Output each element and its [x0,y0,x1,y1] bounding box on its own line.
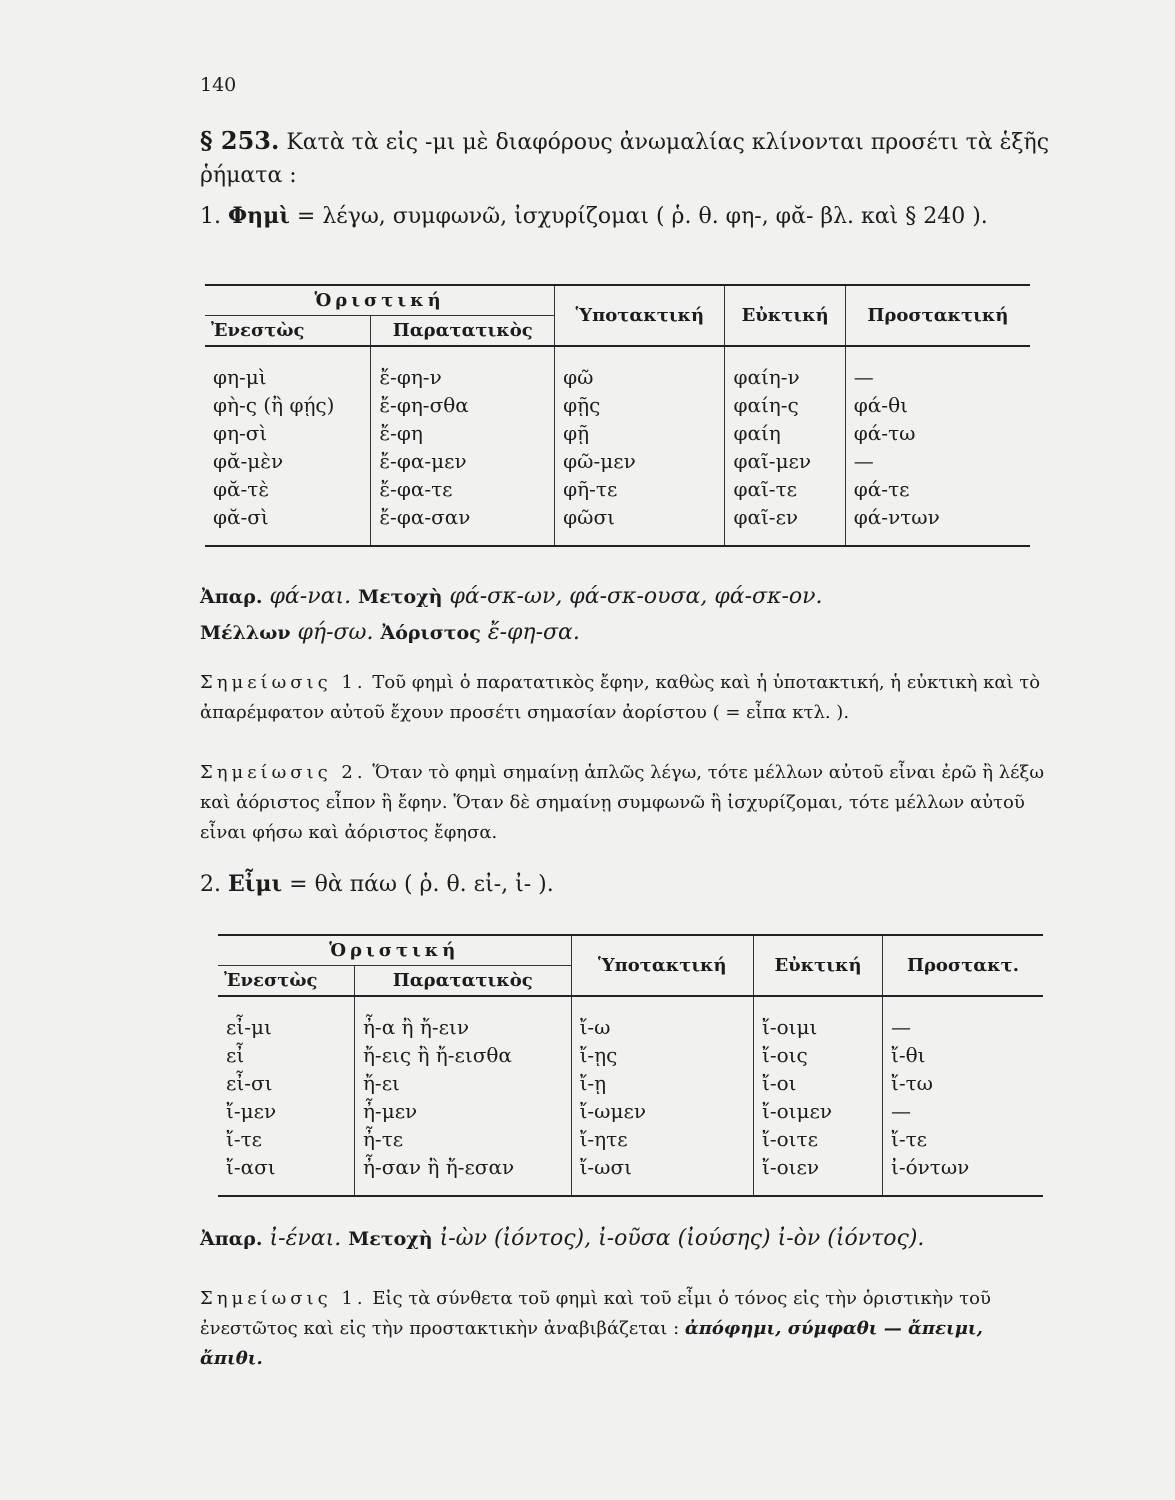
participle2-label: Μετοχὴ [348,1228,433,1250]
table-cell: φῇς [555,391,725,419]
table-row [218,1125,1043,1153]
table2-header-optative: Εὐκτική [754,935,883,996]
table-row [218,1097,1043,1125]
table-cell: — [882,1097,1043,1125]
infinitive2-form: ἰ-έναι. [269,1226,342,1251]
table-cell: — [845,447,1030,475]
table-cell: ἔ-φη-ν [371,346,555,391]
table-cell: ἴ-οι [754,1069,883,1097]
forms1-line2 [200,616,1050,650]
table-cell: φὴ-ς (ἢ φῄς) [213,393,335,417]
table-cell: ἰ-όντων [882,1153,1043,1196]
table-cell: φᾰ-μὲν [213,449,284,473]
table2-header-imperative: Προστακτ. [882,935,1043,996]
table-cell: φᾰ-τὲ [213,477,270,501]
table-cell: ἤ-εις ἢ ἤ-εισθα [354,1041,571,1069]
table1-header-subjunctive: Ὑποτακτική [555,285,725,346]
table-cell: ἴ-ωσι [571,1153,753,1196]
verb1-number: 1. [200,204,221,229]
table-cell: φῶσι [555,503,725,546]
table-cell: φαίη-ν [725,346,845,391]
table-cell: ἦ-τε [354,1125,571,1153]
note1-label: Σημείωσις 1. [200,672,367,693]
table-cell: ἴ-οιτε [754,1125,883,1153]
table-row [218,1069,1043,1097]
table-cell: ἴ-ητε [571,1125,753,1153]
table2-header-imperfect: Παρατατικὸς [354,966,571,997]
page-number: 140 [200,74,237,96]
section-number: § 253. [200,126,280,155]
table-row [205,391,1030,419]
table-cell: ἴ-οιεν [754,1153,883,1196]
note2-label: Σημείωσις 2. [200,762,367,783]
verb2-number: 2. [200,872,221,897]
infinitive2-label: Ἀπαρ. [200,1228,263,1250]
verb1-heading [200,200,1050,233]
table-cell: ἦ-σαν ἢ ἤ-εσαν [354,1153,571,1196]
table-cell: φαῖ-εν [725,503,845,546]
infinitive-label: Ἀπαρ. [200,586,263,608]
table1-group-header: Ὁριστική [205,285,555,316]
verb1-word: Φημὶ [228,203,290,229]
table-cell: φαίη [725,419,845,447]
participle-forms: φά-σκ-ων, φά-σκ-ουσα, φά-σκ-ον. [449,584,823,609]
table-cell: ἴ-ασι [218,1153,354,1196]
table-cell: ἴ-ω [571,996,753,1041]
table-cell: φᾰ-σὶ [205,503,371,546]
forms2-line [200,1222,1050,1256]
conjugation-table-phemi [205,284,1030,547]
table-row [218,996,1043,1041]
table-row [218,1153,1043,1196]
table-cell: εἶ-μι [226,1015,272,1039]
table-cell: ἴ-οιμι [754,996,883,1041]
table2-header-present: Ἐνεστὼς [218,966,354,997]
table-cell: φῶ-μεν [555,447,725,475]
table-cell: ἴ-τε [226,1127,263,1151]
table-cell: φά-τε [845,475,1030,503]
table-cell: ἔ-φη [371,419,555,447]
note1-text: Τοῦ φημὶ ὁ παρατατικὸς ἔφην, καθὼς καὶ ἡ ὑποτακτική, ἡ εὐκτικὴ καὶ τὸ ἀπαρέμφατον αὐτοῦ ἔχουν προσέτι σημασίαν ἀορίστου ( = εἶπα κτλ. ). [200,672,1041,723]
table-row [205,346,1030,391]
note-compounds-examples: ἀπόφημι, σύμφαθι — ἄπειμι, ἄπιθι. [200,1318,983,1369]
note2-phemi [200,758,1050,848]
table-cell: φά-θι [845,391,1030,419]
section-intro [200,124,1050,192]
table-row [205,419,1030,447]
table-cell: φαίη-ς [725,391,845,419]
table-cell: ἴ-θι [882,1041,1043,1069]
table-cell: ἦ-μεν [354,1097,571,1125]
infinitive-form: φά-ναι. [269,584,352,609]
table1-header-imperative: Προστακτική [845,285,1030,346]
table-cell: ἴ-οις [754,1041,883,1069]
table-cell: εἶ [226,1043,245,1067]
verb2-word: Εἶμι [228,871,283,897]
note-compounds-text: Εἰς τὰ σύνθετα τοῦ φημὶ καὶ τοῦ εἶμι ὁ τόνος εἰς τὴν ὁριστικὴν τοῦ ἐνεστῶτος καὶ εἰς τὴν προστακτικὴν ἀναβιβάζεται : [200,1288,991,1339]
table-cell: — [882,996,1043,1041]
table-cell: ἔ-φα-σαν [371,503,555,546]
future-form: φή-σω. [297,620,374,645]
table-cell: ἤ-ει [354,1069,571,1097]
participle-label: Μετοχὴ [358,586,443,608]
table-row [218,1041,1043,1069]
verb2-heading [200,868,1050,901]
table-cell: ἴ-τε [882,1125,1043,1153]
table-cell: ἴ-ῃς [571,1041,753,1069]
table-cell: ἔ-φα-μεν [371,447,555,475]
table-cell: ἔ-φα-τε [371,475,555,503]
table-cell: φῆ-τε [555,475,725,503]
participle2-forms: ἰ-ὼν (ἰόντος), ἰ-οῦσα (ἰούσης) ἰ-ὸν (ἰόντος). [439,1226,925,1251]
table-cell: φά-τω [845,419,1030,447]
forms1-line1 [200,580,1050,614]
future-label: Μέλλων [200,622,291,644]
table-cell: ἴ-ῃ [571,1069,753,1097]
table-row [205,447,1030,475]
conjugation-table-eimi [218,934,1043,1197]
note1-phemi [200,668,1050,728]
note-compounds-label: Σημείωσις 1. [200,1288,367,1309]
table-cell: φη-μὶ [213,365,267,389]
table-cell: εἶ-σι [226,1071,273,1095]
table-cell: φῶ [555,346,725,391]
table-row [205,503,1030,546]
table-cell: φῇ [555,419,725,447]
table-cell: ἴ-ωμεν [571,1097,753,1125]
table-cell: φά-ντων [845,503,1030,546]
table-cell: ἔ-φη-σθα [371,391,555,419]
table-cell: ἴ-μεν [226,1099,277,1123]
table-cell: φαῖ-τε [725,475,845,503]
table-cell: — [845,346,1030,391]
table-cell: φαῖ-μεν [725,447,845,475]
verb2-definition: = θὰ πάω ( ῥ. θ. εἰ-, ἰ- ). [289,872,554,897]
table1-header-imperfect: Παρατατικὸς [371,316,555,347]
table-row [205,475,1030,503]
table-cell: ἴ-οιμεν [754,1097,883,1125]
table1-header-optative: Εὐκτική [725,285,845,346]
aorist-form: ἔ-φη-σα. [487,620,580,645]
table-cell: ἴ-τω [882,1069,1043,1097]
note-compounds [200,1284,1050,1374]
aorist-label: Ἀόριστος [380,622,481,644]
verb1-definition: = λέγω, συμφωνῶ, ἰσχυρίζομαι ( ῥ. θ. φη-, φᾰ- βλ. καὶ § 240 ). [296,204,988,229]
table-cell: ἦ-α ἢ ἤ-ειν [354,996,571,1041]
table2-group-header: Ὁριστική [218,935,571,966]
section-intro-text: Κατὰ τὰ εἰς -μι μὲ διαφόρους ἀνωμαλίας κλίνονται προσέτι τὰ ἑξῆς ῥήματα : [200,130,1050,188]
table-cell: φη-σὶ [213,421,268,445]
table2-header-subjunctive: Ὑποτακτική [571,935,753,996]
table1-header-present: Ἐνεστὼς [205,316,371,347]
note2-text: Ὅταν τὸ φημὶ σημαίνῃ ἁπλῶς λέγω, τότε μέλλων αὐτοῦ εἶναι ἐρῶ ἢ λέξω καὶ ἀόριστος εἶπον ἢ ἔφην. Ὅταν δὲ σημαίνῃ συμφωνῶ ἢ ἰσχυρίζομαι, τότε μέλλων αὐτοῦ εἶναι φήσω καὶ ἀόριστος ἔφησα. [200,762,1045,843]
